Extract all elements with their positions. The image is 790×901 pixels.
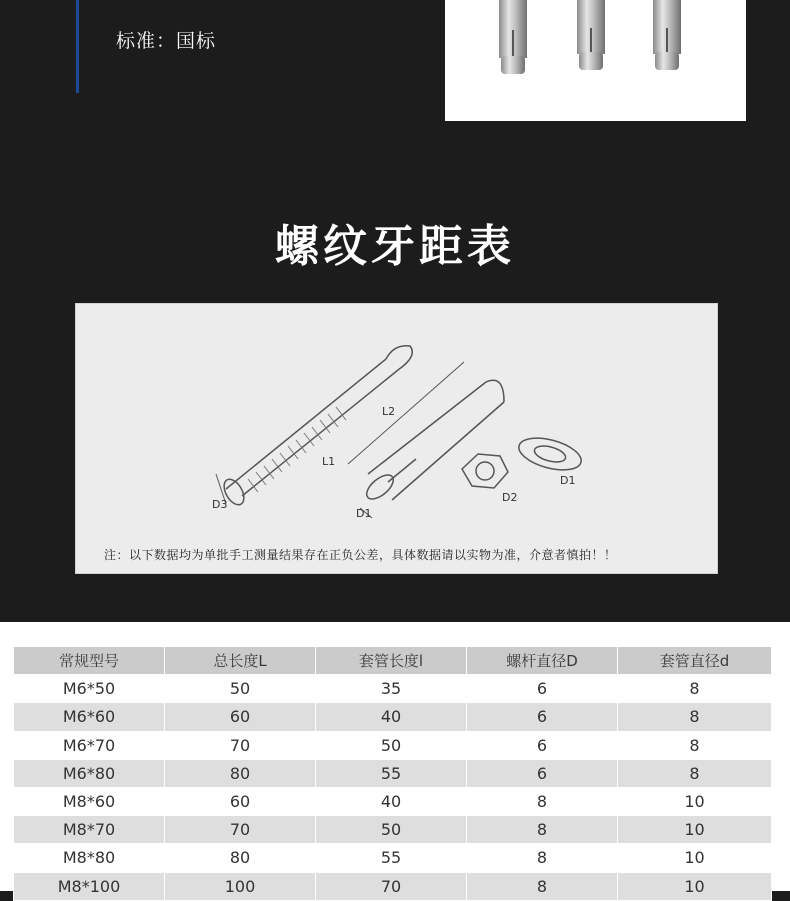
cell-total-length: 100: [165, 872, 316, 900]
anchor-bolt-3: [653, 0, 681, 70]
cell-sleeve-diameter: 10: [618, 844, 772, 872]
cell-model: M8*60: [14, 787, 165, 815]
cell-sleeve-diameter: 10: [618, 872, 772, 900]
spec-table: [13, 646, 772, 901]
cell-total-length: 80: [165, 844, 316, 872]
standard-label: 标准：国标: [116, 30, 217, 52]
cell-sleeve-length: 50: [316, 816, 467, 844]
cell-total-length: 70: [165, 816, 316, 844]
table-row: [14, 675, 772, 703]
washer-drawing: [515, 432, 584, 476]
cell-sleeve-length: 40: [316, 703, 467, 731]
cell-bolt-diameter: 6: [467, 703, 618, 731]
cell-sleeve-diameter: 8: [618, 759, 772, 787]
header-bolt-diameter: 螺杆直径D: [467, 647, 618, 675]
cell-sleeve-diameter: 10: [618, 787, 772, 815]
table-row: [14, 731, 772, 759]
sleeve-drawing: [348, 362, 504, 518]
label-d3: D3: [212, 498, 228, 511]
cell-bolt-diameter: 8: [467, 844, 618, 872]
table-header-row: [14, 647, 772, 675]
cell-bolt-diameter: 8: [467, 872, 618, 900]
table-row: [14, 759, 772, 787]
table-row: [14, 872, 772, 900]
disclaimer-note: 注：以下数据均为单批手工测量结果存在正负公差，具体数据请以实物为准，介意者慎拍！！: [104, 548, 617, 562]
accent-line: [76, 0, 79, 93]
label-l2: L2: [382, 405, 396, 418]
cell-model: M6*50: [14, 675, 165, 703]
header-sleeve-length: 套管长度l: [316, 647, 467, 675]
cell-bolt-diameter: 6: [467, 675, 618, 703]
cell-sleeve-diameter: 8: [618, 703, 772, 731]
cell-total-length: 60: [165, 787, 316, 815]
thread-diagram: [75, 303, 718, 574]
cell-sleeve-length: 35: [316, 675, 467, 703]
cell-sleeve-length: 70: [316, 872, 467, 900]
anchor-bolt-2: [577, 0, 605, 70]
table-row: [14, 844, 772, 872]
header-model: 常规型号: [14, 647, 165, 675]
cell-model: M8*70: [14, 816, 165, 844]
cell-model: M8*80: [14, 844, 165, 872]
section-title: 螺纹牙距表: [275, 221, 515, 272]
product-photo: [445, 0, 746, 121]
cell-sleeve-length: 40: [316, 787, 467, 815]
nut-drawing: [462, 454, 508, 488]
cell-sleeve-length: 55: [316, 844, 467, 872]
cell-bolt-diameter: 8: [467, 816, 618, 844]
cell-total-length: 50: [165, 675, 316, 703]
label-l1: L1: [322, 455, 336, 468]
table-row: [14, 787, 772, 815]
cell-model: M6*70: [14, 731, 165, 759]
cell-bolt-diameter: 6: [467, 731, 618, 759]
header-sleeve-diameter: 套管直径d: [618, 647, 772, 675]
cell-model: M8*100: [14, 872, 165, 900]
cell-bolt-diameter: 6: [467, 759, 618, 787]
cell-model: M6*60: [14, 703, 165, 731]
table-row: [14, 816, 772, 844]
label-d2: D2: [502, 491, 518, 504]
cell-model: M6*80: [14, 759, 165, 787]
anchor-bolt-1: [499, 0, 527, 74]
cell-total-length: 80: [165, 759, 316, 787]
header-total-length: 总长度L: [165, 647, 316, 675]
cell-total-length: 70: [165, 731, 316, 759]
cell-sleeve-diameter: 10: [618, 816, 772, 844]
cell-sleeve-length: 50: [316, 731, 467, 759]
cell-sleeve-diameter: 8: [618, 731, 772, 759]
bolt-drawing: [216, 346, 412, 508]
cell-total-length: 60: [165, 703, 316, 731]
label-d1-sleeve: D1: [356, 507, 372, 520]
cell-sleeve-diameter: 8: [618, 675, 772, 703]
table-row: [14, 703, 772, 731]
cell-sleeve-length: 55: [316, 759, 467, 787]
label-d1-washer: D1: [560, 474, 576, 487]
cell-bolt-diameter: 8: [467, 787, 618, 815]
